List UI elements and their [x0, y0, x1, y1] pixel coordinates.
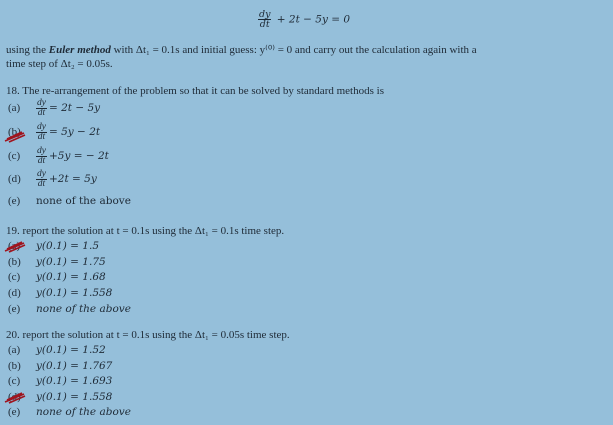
intro-text: using the [6, 44, 49, 56]
option-text: y(0.1) = 1.5 [36, 240, 99, 252]
intro-line2: time step of Δt₂ = 0.05s. [6, 58, 113, 70]
option-expr: +5y = − 2t [48, 150, 109, 163]
option-label: (e) [8, 195, 21, 207]
eq-num: dy [259, 9, 271, 20]
option-label: (c) [8, 375, 21, 387]
eq-den: dt [259, 19, 270, 30]
option-expr: = 5y − 2t [48, 126, 101, 139]
q20-heading: 20. report the solution at t = 0.1s using the Δt₁ = 0.05s time step. [6, 329, 290, 341]
option-label: (a) [8, 240, 21, 252]
option-label: (c) [8, 150, 21, 163]
frac-den: dt [37, 108, 46, 118]
fraction [36, 123, 47, 142]
intro-line1 [6, 43, 477, 56]
frac-num: dy [37, 98, 46, 108]
fraction [36, 147, 47, 166]
option-label: (c) [8, 271, 21, 283]
option-label: (a) [8, 102, 21, 115]
q18-option[interactable] [8, 170, 97, 189]
q19-option[interactable] [8, 256, 106, 268]
option-expr: = 2t − 5y [48, 102, 101, 115]
option-text: y(0.1) = 1.693 [36, 375, 113, 387]
q18-option[interactable] [8, 147, 109, 166]
answer-mark-icon [4, 131, 26, 143]
frac-den: dt [37, 132, 46, 142]
method-name: Euler method [48, 44, 111, 56]
frac-den: dt [37, 156, 46, 166]
option-text: y(0.1) = 1.767 [36, 360, 113, 372]
q18-heading: 18. The re-arrangement of the problem so that it can be solved by standard methods is [6, 85, 384, 97]
option-label: (b) [8, 256, 21, 268]
option-label: (e) [8, 406, 21, 418]
answer-mark-icon [4, 392, 26, 404]
q20-option[interactable] [8, 375, 112, 387]
option-label: (d) [8, 287, 21, 299]
eq-rest: + 2t − 5y = 0 [276, 13, 351, 26]
option-expr: +2t = 5y [48, 173, 97, 186]
q19-option[interactable] [8, 271, 106, 283]
option-label: (d) [8, 173, 21, 186]
frac-num: dy [37, 122, 46, 132]
frac-num: dy [37, 146, 46, 156]
q18-option[interactable] [8, 195, 131, 207]
option-text: y(0.1) = 1.68 [36, 271, 106, 283]
option-text: none of the above [36, 195, 131, 207]
option-text: y(0.1) = 1.75 [36, 256, 106, 268]
q18-option[interactable] [8, 99, 100, 118]
fraction [36, 170, 47, 189]
fraction [36, 99, 47, 118]
option-text: y(0.1) = 1.558 [36, 287, 113, 299]
option-label: (b) [8, 126, 21, 139]
q19-option[interactable] [8, 287, 112, 299]
q20-option[interactable] [8, 406, 131, 418]
answer-mark-icon [4, 241, 26, 253]
option-label: (b) [8, 360, 21, 372]
intro-text-2: with Δt₁ = 0.1s and initial guess: y⁽⁰⁾ = 0 and carry out the calculation again with a [110, 44, 477, 56]
main-equation [258, 10, 350, 29]
q19-option[interactable] [8, 303, 131, 315]
q20-option[interactable] [8, 344, 106, 356]
option-label: (a) [8, 344, 21, 356]
option-label: (d) [8, 391, 21, 403]
option-text: y(0.1) = 1.558 [36, 391, 113, 403]
q19-heading: 19. report the solution at t = 0.1s using the Δt₁ = 0.1s time step. [6, 225, 285, 237]
frac-den: dt [37, 179, 46, 189]
frac-num: dy [37, 169, 46, 179]
q20-option[interactable] [8, 360, 112, 372]
option-text: y(0.1) = 1.52 [36, 344, 106, 356]
option-label: (e) [8, 303, 21, 315]
option-text: none of the above [36, 303, 131, 315]
option-text: none of the above [36, 406, 131, 418]
